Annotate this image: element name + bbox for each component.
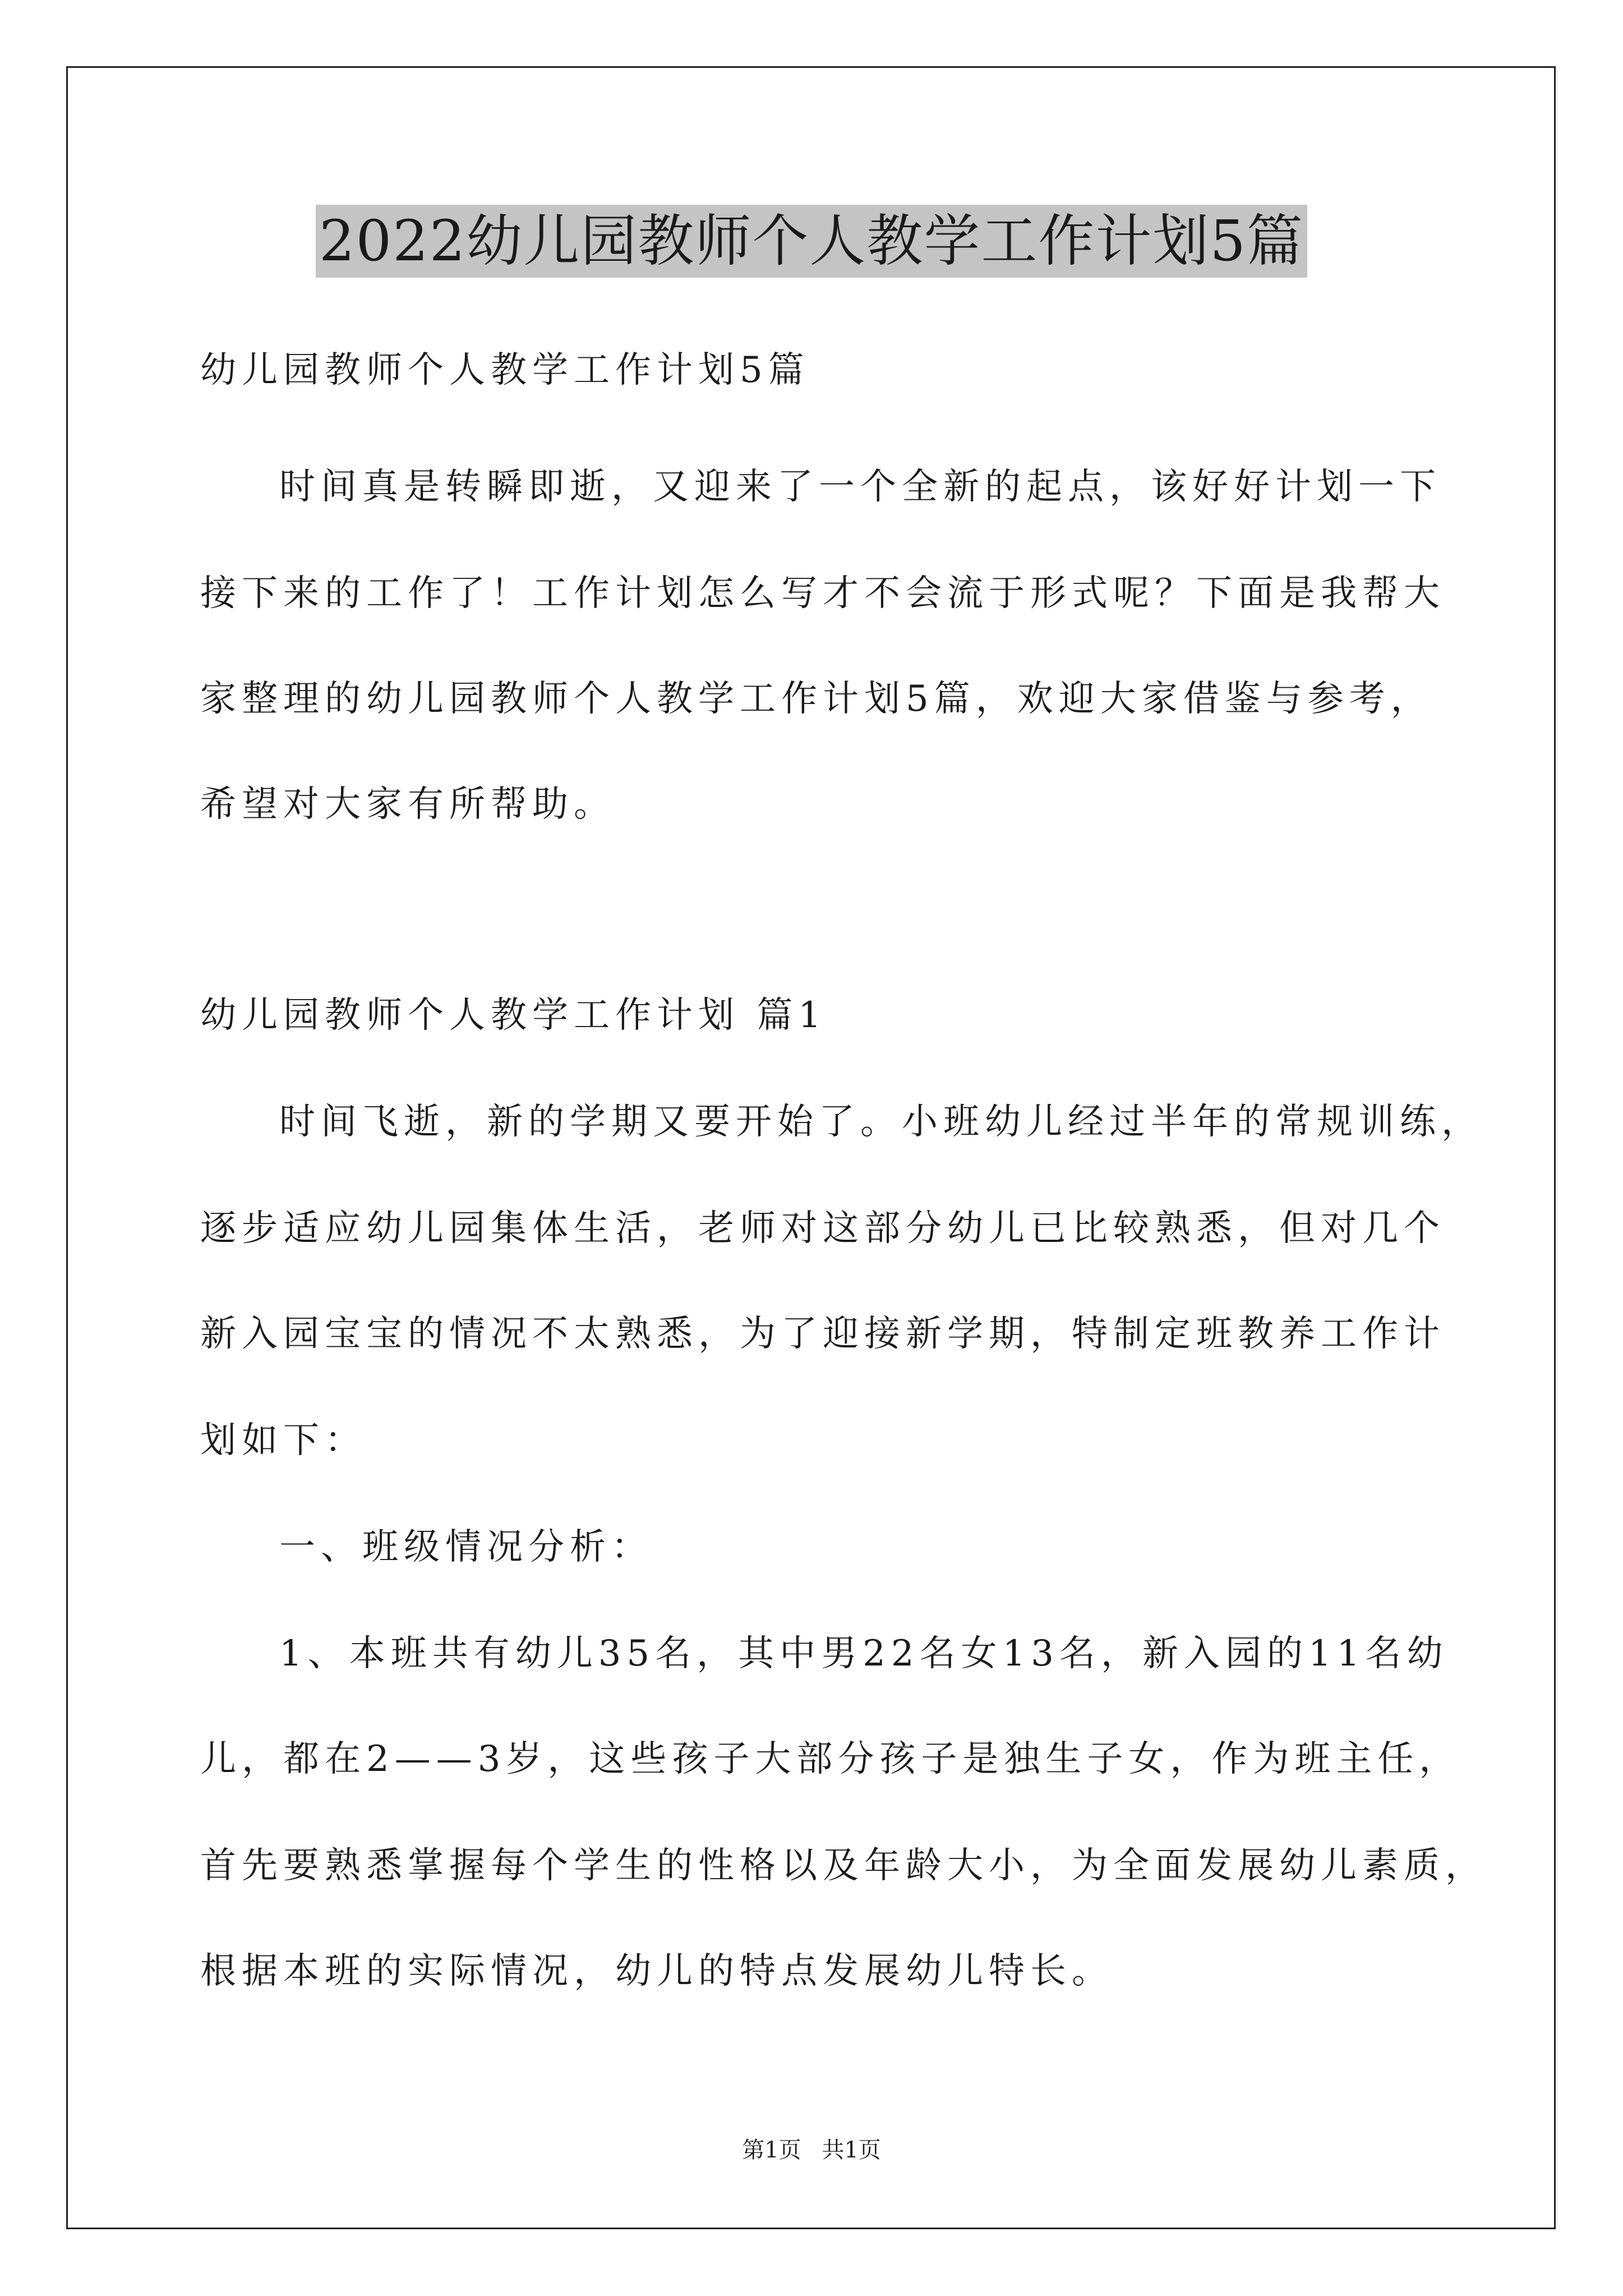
section-line-2: 逐步适应幼儿园集体生活，老师对这部分幼儿已比较熟悉，但对几个 — [200, 1208, 1445, 1249]
document-title: 2022幼儿园教师个人教学工作计划5篇 — [316, 205, 1307, 278]
intro-line-2: 接下来的工作了！工作计划怎么写才不会流于形式呢？下面是我帮大 — [200, 573, 1445, 614]
subsection-heading: 一、班级情况分析： — [279, 1526, 653, 1568]
intro-line-4: 希望对大家有所帮助。 — [200, 784, 615, 825]
page-footer — [0, 2134, 1623, 2166]
intro-line-1: 时间真是转瞬即逝，又迎来了一个全新的起点，该好好计划一下 — [279, 466, 1441, 508]
section-line-1: 时间飞逝，新的学期又要开始了。小班幼儿经过半年的常规训练， — [279, 1101, 1483, 1143]
section-heading: 幼儿园教师个人教学工作计划 篇1 — [200, 995, 827, 1036]
title-container — [0, 205, 1623, 278]
section-line-3: 新入园宝宝的情况不太熟悉，为了迎接新学期，特制定班教养工作计 — [200, 1313, 1445, 1355]
page-number: 第1页 — [742, 2137, 801, 2163]
section-line-4: 划如下： — [200, 1420, 366, 1461]
item1-line-4: 根据本班的实际情况，幼儿的特点发展幼儿特长。 — [200, 1950, 1113, 1992]
item1-line-1: 1、本班共有幼儿35名，其中男22名女13名，新入园的11名幼 — [279, 1633, 1449, 1674]
page-total: 共1页 — [822, 2137, 881, 2163]
item1-line-3: 首先要熟悉掌握每个学生的性格以及年龄大小，为全面发展幼儿素质， — [200, 1845, 1487, 1887]
item1-line-2: 儿，都在2——3岁，这些孩子大部分孩子是独生子女，作为班主任， — [200, 1738, 1461, 1780]
intro-line-3: 家整理的幼儿园教师个人教学工作计划5篇，欢迎大家借鉴与参考， — [200, 678, 1432, 720]
document-subtitle: 幼儿园教师个人教学工作计划5篇 — [200, 349, 810, 391]
